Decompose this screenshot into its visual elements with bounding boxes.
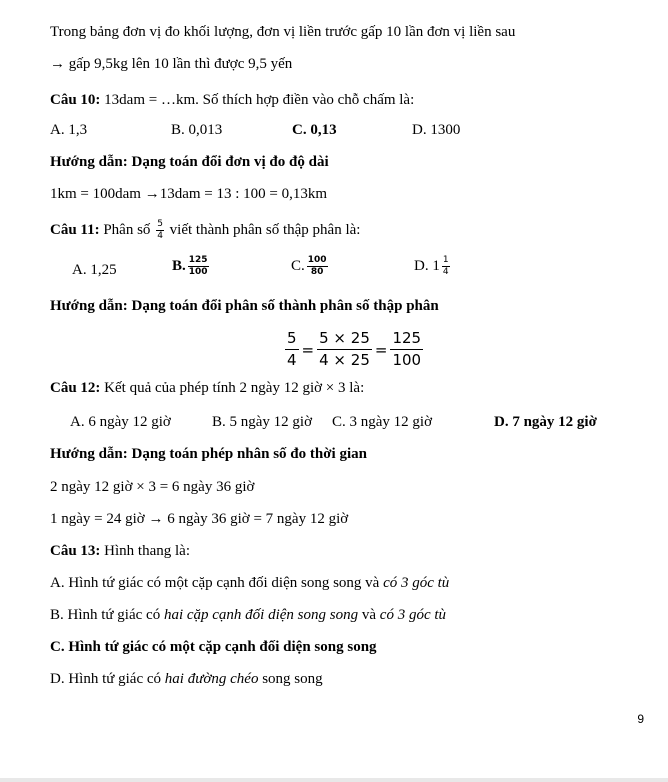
question-10-text: 13dam = …km. Số thích hợp điền vào chỗ chấm là:	[100, 92, 415, 108]
q10-option-a: A. 1,3	[50, 122, 88, 138]
q11-option-d: D. 1 $\frac{1}{4}$	[414, 255, 449, 277]
question-10-label: Câu 10:	[50, 92, 101, 108]
q13-option-d: D. Hình tứ giác có hai đường chéo song song	[50, 671, 323, 687]
q11-guide: Hướng dẫn: Dạng toán đổi phân số thành phân số thập phân	[50, 298, 439, 314]
question-11-label: Câu 11:	[50, 221, 100, 238]
intro-line-2: → gấp 9,5kg lên 10 lần thì được 9,5 yến	[50, 56, 293, 72]
q10-guide: Hướng dẫn: Dạng toán đổi đơn vị đo độ dài	[50, 154, 329, 170]
q13-option-a: A. Hình tứ giác có một cặp cạnh đối diện song song và có 3 góc tù	[50, 575, 450, 591]
page-number: 9	[637, 712, 644, 726]
question-10	[50, 92, 414, 109]
q13-option-c: C. Hình tứ giác có một cặp cạnh đối diện song song	[50, 639, 377, 655]
q13-option-b: B. Hình tứ giác có hai cặp cạnh đối diện song song và có 3 góc tù	[50, 607, 447, 623]
q12-option-b: B. 5 ngày 12 giờ	[212, 414, 313, 430]
q12-option-d: D. 7 ngày 12 giờ	[494, 414, 597, 430]
q10-option-c: C. 0,13	[292, 122, 337, 138]
q12-solution-1: 2 ngày 12 giờ × 3 = 6 ngày 36 giờ	[50, 479, 255, 495]
eq-fraction-1: $\frac{5}{4}$	[287, 329, 297, 370]
question-12-label: Câu 12:	[50, 380, 101, 396]
intro-line-1: Trong bảng đơn vị đo khối lượng, đơn vị liền trước gấp 10 lần đơn vị liền sau	[50, 24, 516, 40]
fraction-5-4: $\frac{5}{4}$	[157, 219, 163, 241]
question-13-text: Hình thang là:	[100, 543, 190, 559]
q12-guide: Hướng dẫn: Dạng toán phép nhân số đo thời gian	[50, 446, 367, 462]
eq-fraction-2: $\frac{5 \times 25}{4 \times 25}$	[319, 329, 370, 370]
q11-option-b: B. $\frac{125}{100}$	[172, 255, 208, 277]
q11-option-c: C. $\frac{100}{80}$	[291, 255, 327, 277]
q10-solution: 1km = 100dam →13dam = 13 : 100 = 0,13km	[50, 186, 328, 202]
q11-equation: $\frac{5}{4}$ = $\frac{5 \times 25}{4 \times 25}$ = $\frac{125}{100}$	[287, 329, 422, 370]
q12-solution-2: 1 ngày = 24 giờ → 6 ngày 36 giờ = 7 ngày 12 giờ	[50, 511, 349, 527]
question-13-label: Câu 13:	[50, 543, 101, 559]
question-11: Câu 11: Phân số $\frac{5}{4}$ viết thành phân số thập phân là:	[50, 219, 361, 241]
q12-option-c: C. 3 ngày 12 giờ	[332, 414, 433, 430]
question-13	[50, 543, 190, 560]
q11-option-a: A. 1,25	[72, 262, 117, 278]
question-12-text: Kết quả của phép tính 2 ngày 12 giờ × 3 là:	[100, 380, 365, 396]
page-bottom-edge	[0, 778, 668, 782]
q10-option-b: B. 0,013	[171, 122, 223, 138]
q10-option-d: D. 1300	[412, 122, 461, 138]
q12-option-a: A. 6 ngày 12 giờ	[70, 414, 171, 430]
question-12	[50, 380, 364, 397]
eq-fraction-3: $\frac{125}{100}$	[392, 329, 422, 370]
